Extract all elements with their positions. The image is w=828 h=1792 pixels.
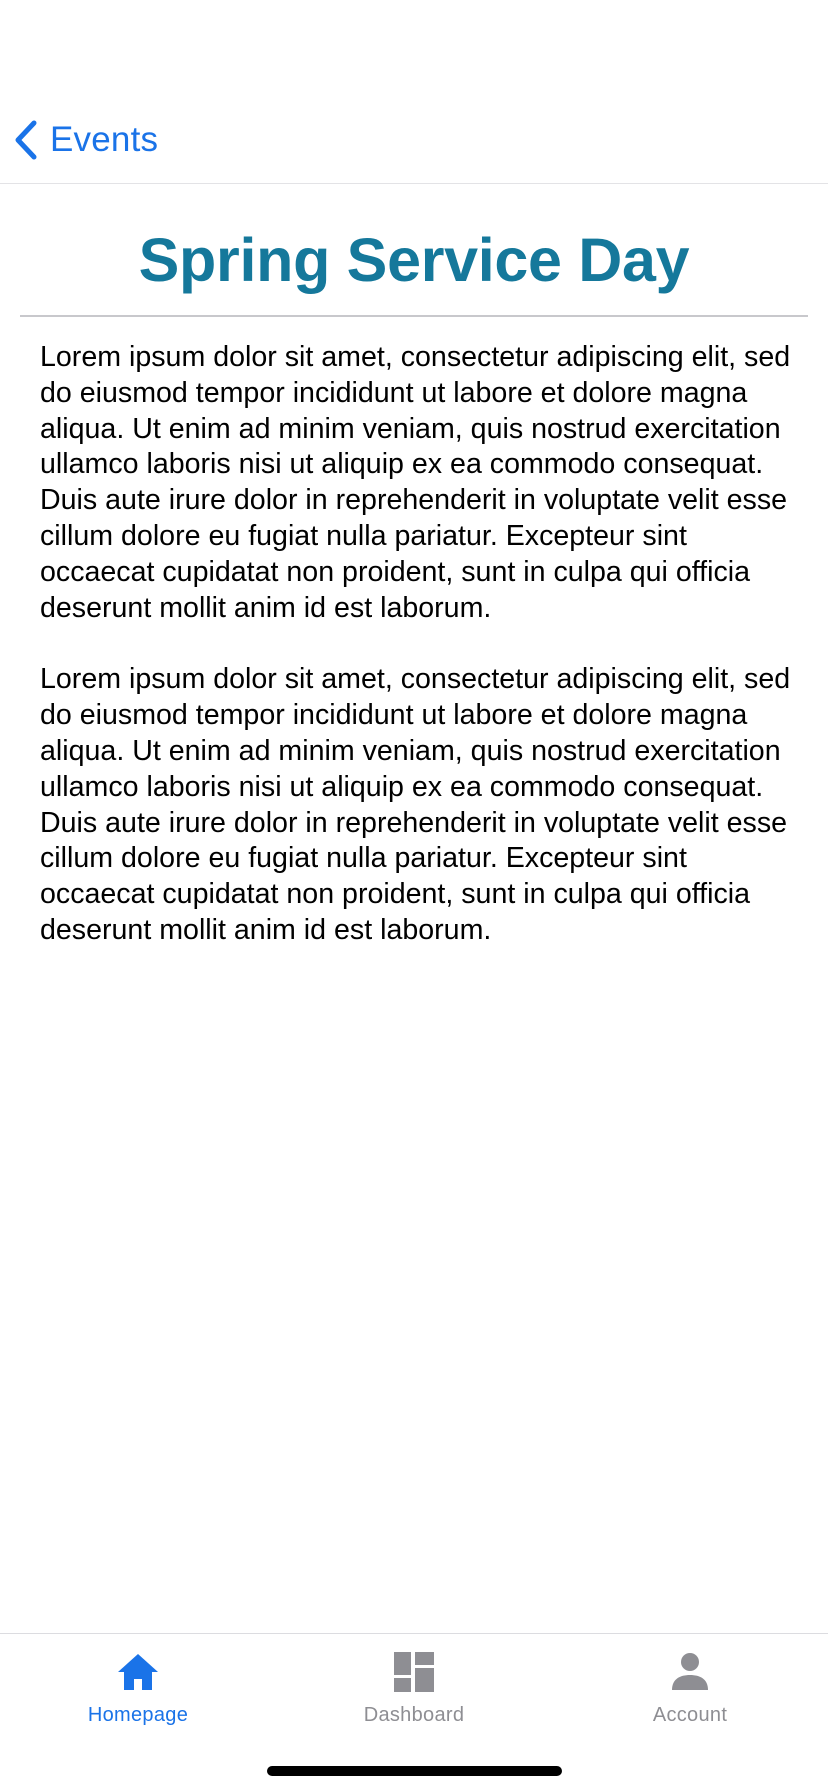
tab-homepage[interactable] xyxy=(0,1634,276,1754)
home-indicator[interactable] xyxy=(267,1766,562,1776)
tab-dashboard[interactable] xyxy=(276,1634,552,1754)
tab-homepage-label: Homepage xyxy=(87,1704,189,1726)
navigation-bar xyxy=(0,0,828,184)
home-icon xyxy=(116,1648,160,1696)
title-divider xyxy=(20,315,808,317)
description-paragraph: Lorem ipsum dolor sit amet, consectetur adipiscing elit, sed do eiusmod tempor incididunt ut labore et dolore magna aliqua. Ut enim ad minim veniam, quis nostrud exercitation ullamco laboris nisi ut aliquip ex ea commodo consequat. Duis aute irure dolor in reprehenderit in voluptate velit esse cillum dolore eu fugiat nulla pariatur. Excepteur sint occaecat cupidatat non proident, sunt in culpa qui officia deserunt mollit anim id est laborum. xyxy=(40,663,791,946)
person-icon xyxy=(670,1648,710,1696)
tab-account-label: Account xyxy=(652,1704,728,1726)
event-description xyxy=(40,340,800,985)
back-button-label: Events xyxy=(50,120,159,159)
dashboard-icon xyxy=(394,1648,434,1696)
description-paragraph: Lorem ipsum dolor sit amet, consectetur adipiscing elit, sed do eiusmod tempor incididunt ut labore et dolore magna aliqua. Ut enim ad minim veniam, quis nostrud exercitation ullamco laboris nisi ut aliquip ex ea commodo consequat. Duis aute irure dolor in reprehenderit in voluptate velit esse cillum dolore eu fugiat nulla pariatur. Excepteur sint occaecat cupidatat non proident, sunt in culpa qui officia deserunt mollit anim id est laborum. xyxy=(40,341,791,624)
back-button[interactable] xyxy=(14,116,158,164)
tab-dashboard-label: Dashboard xyxy=(363,1704,465,1726)
tab-account[interactable] xyxy=(552,1634,828,1754)
chevron-left-icon xyxy=(14,120,38,160)
page-title: Spring Service Day xyxy=(138,226,690,294)
